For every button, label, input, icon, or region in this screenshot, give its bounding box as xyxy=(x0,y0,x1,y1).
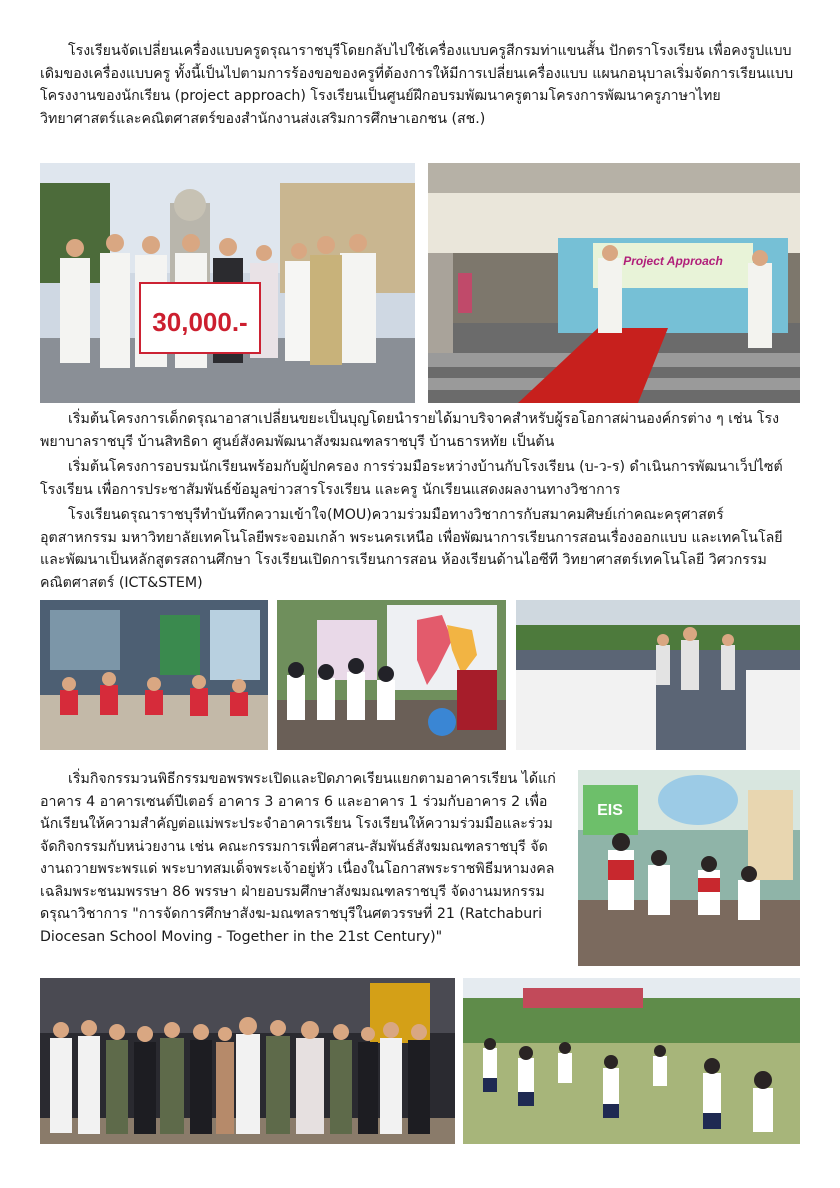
photo-classroom-exhibition xyxy=(40,600,268,750)
paragraph-parent-training: เริ่มต้นโครงการอบรมนักเรียนพร้อมกับผู้ปกครอง การร่วมมือระหว่างบ้านกับโรงเรียน (บ-ว-ร) ดำเนินการพัฒนาเว็ปไซต์โรงเรียน เพื่อการประชาสัมพันธ์ข้อมูลข่าวสารโรงเรียน และครู นักเรียนแสดงผลงานทางวิชาการ xyxy=(40,459,783,498)
photo-donation-group xyxy=(40,163,415,403)
paragraph-mou: โรงเรียนดรุณาราชบุรีทำบันทึกความเข้าใจ(MOU)ความร่วมมือทางวิชาการกับสมาคมศิษย์เก่าคณะครุศาสตร์อุตสาหกรรม มหาวิทยาลัยเทคโนโลยีพระจอมเกล้า พระนครเหนือ เพื่อพัฒนาการเรียนการสอนเรื่องออกแบบ และเทคโนโลยี และพัฒนาเป็นหลักสูตรสถานศึกษา โรงเรียนเปิดการเรียนการสอน ห้องเรียนด้านไอซีที วิทยาศาสตร์เทคโนโลยี วิศวกรรม คณิตศาสตร์ (ICT&STEM) xyxy=(40,507,783,591)
paragraph-uniform-project: โรงเรียนจัดเปลี่ยนเครื่องแบบครูดรุณาราชบุรีโดยกลับไปใช้เครื่องแบบครูสีกรมท่าแขนสั้น ปักตราโรงเรียน เพื่อคงรูปแบบเดิมของเครื่องแบบครู ทั้งนี้เป็นไปตามการร้องขอของครูที่ต้องการให้มีการเปลี่ยนเครื่องแบบ แผนกอนุบาลเริ่มจัดการเรียนแบบโครงงานของนักเรียน (project approach) โรงเรียนเป็นศูนย์ฝึกอบรมพัฒนาครูตามโครงการพัฒนาครูภาษาไทย วิทยาศาสตร์และคณิตศาสตร์ของสำนักงานส่งเสริมการศึกษาเอกชน (สช.) xyxy=(40,43,794,127)
paragraph-prayer-activities: เริ่มกิจกรรมวนพิธีกรรมขอพรพระเปิดและปิดภาคเรียนแยกตามอาคารเรียน ได้แก่ อาคาร 4 อาคารเซนต์ปีเตอร์ อาคาร 3 อาคาร 6 และอาคาร 1 ร่วมกับอาคาร 2 เพื่อนักเรียนให้ความสำคัญต่อแม่พระประจำอาคารเรียน โรงเรียนให้ความร่วมมือและร่วมจัดกิจกรรมกับหน่วยงาน เช่น คณะกรรมการเพื่อศาสน-สัมพันธ์สังฆมณฑลราชบุรี จัดงานถวายพระพรแด่ พระบาทสมเด็จพระเจ้าอยู่หัว เนื่องในโอกาสพระราชพิธีมหามงคลเฉลิมพระชนมพรรษา 86 พรรษา ฝ่ายอบรมศึกษาสังฆมณฑลราชบุรี จัดงานมหกรรมดรุณาวิชาการ "การจัดการศึกษาสังฆ-มณฑลราชบุรีในศตวรรษที่ 21 (Ratchaburi Diocesan School Moving - Together in the 21st Century)" xyxy=(40,771,556,945)
photo-student-assembly xyxy=(516,600,800,750)
paragraph-recycle-project: เริ่มต้นโครงการเด็กดรุณาอาสาเปลี่ยนขยะเป็นบุญโดยนำรายได้มาบริจาคสำหรับผู้รอโอกาสผ่านองค์กรต่าง ๆ เช่น โรงพยาบาลราชบุรี บ้านสิทธิดา ศูนย์สังคมพัฒนาสังฆมณฑลราชบุรี บ้านธารหทัย เป็นต้น xyxy=(40,411,780,450)
photo-outdoor-sports xyxy=(463,978,800,1144)
cheque-amount: 30,000.- xyxy=(152,307,248,337)
eis-sign: EIS xyxy=(597,802,623,819)
photo-eis-classroom xyxy=(578,770,800,966)
photo-project-approach-stage xyxy=(428,163,800,403)
photo-students-map-booth xyxy=(277,600,506,750)
photo-formal-ceremony xyxy=(40,978,455,1144)
banner-text: Project Approach xyxy=(623,254,723,268)
